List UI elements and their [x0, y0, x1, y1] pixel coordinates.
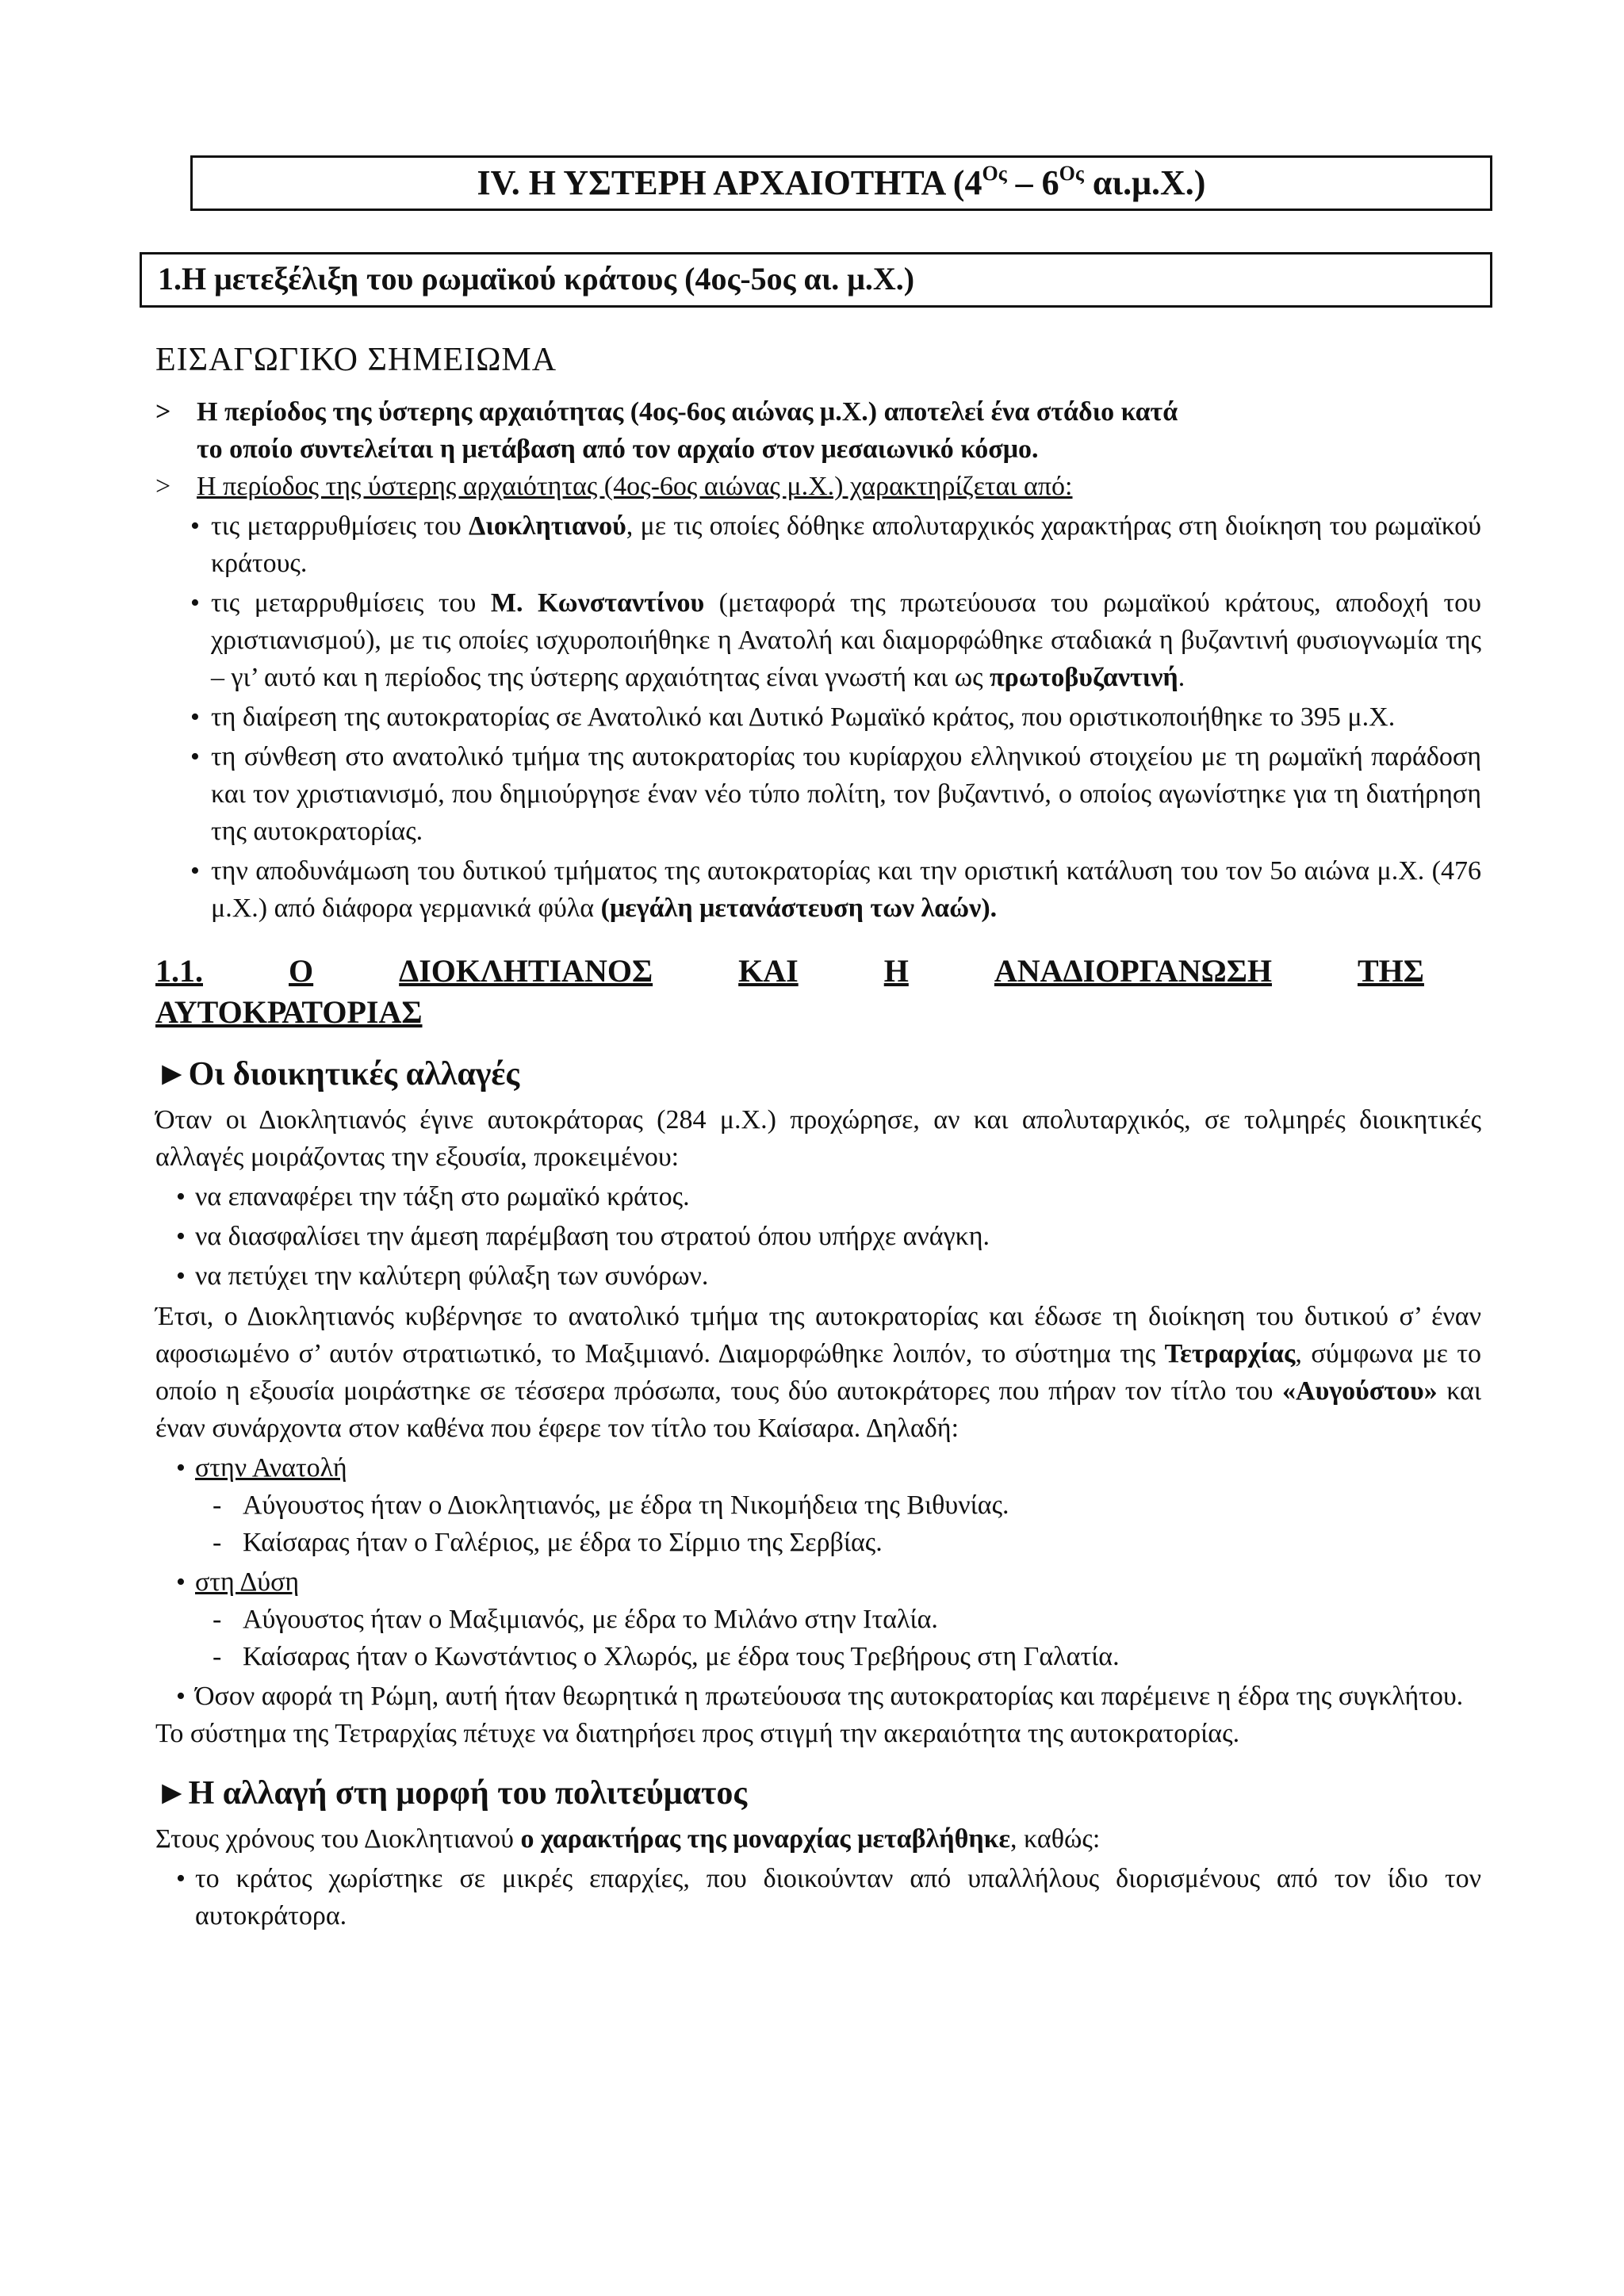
dash-icon: -	[213, 1642, 222, 1671]
bullet-icon: •	[176, 1864, 186, 1893]
section-title: 1.Η μετεξέλιξη του ρωμαϊκού κράτους (4ος-5ος αι. μ.Χ.)	[158, 261, 915, 297]
east-dash-1: - Αύγουστος ήταν ο Διοκλητιανός, με έδρα τη Νικομήδεια της Βιθυνίας.	[155, 1487, 1481, 1524]
arrow-marker-icon: >	[155, 397, 171, 427]
east-bullet: • στην Ανατολή	[155, 1449, 1481, 1487]
dash-icon: -	[213, 1605, 222, 1634]
dash-icon: -	[213, 1528, 222, 1557]
polity-heading: ►Η αλλαγή στη μορφή του πολιτεύματος	[155, 1775, 748, 1812]
admin-bullet-1: • να επαναφέρει την τάξη στο ρωμαϊκό κράτος.	[155, 1178, 1481, 1215]
admin-paragraph-3: Το σύστημα της Τετραρχίας πέτυχε να διατηρήσει προς στιγμή την ακεραιότητα της αυτοκρατορίας.	[155, 1719, 1240, 1748]
arrow-marker-icon: >	[155, 472, 171, 501]
west-dash-2: - Καίσαρας ήταν ο Κωνστάντιος ο Χλωρός, με έδρα τους Τρεβήρους στη Γαλατία.	[155, 1638, 1481, 1675]
intro-bullet-2: • τις μεταρρυθμίσεις του Μ. Κωνσταντίνου (μεταφορά της πρωτεύουσα του ρωμαϊκού κράτους, αποδοχή του χριστιανισμού), με τις οποίες ισχυροποιήθηκε η Ανατολή και διαμορφώθηκε σταδιακά η βυζαντινή φυσιογνωμία της – γι’ αυτό και η περίοδος της ύστερης αρχαιότητας είναι γνωστή και ως πρωτοβυζαντινή.	[155, 584, 1481, 696]
admin-paragraph-1: Όταν οι Διοκλητιανός έγινε αυτοκράτορας (284 μ.Χ.) προχώρησε, αν και απολυταρχικός, σε τολμηρές διοικητικές αλλαγές μοιράζοντας την εξουσία, προκειμένου:	[155, 1105, 1481, 1172]
section-1-1-heading: 1.1. Ο ΔΙΟΚΛΗΤΙΑΝΟΣ ΚΑΙ Η ΑΝΑΔΙΟΡΓΑΝΩΣΗ ΤΗΣ ΑΥΤΟΚΡΑΤΟΡΙΑΣ	[155, 953, 1424, 1030]
bullet-icon: •	[190, 702, 200, 732]
chapter-title-box	[190, 155, 1492, 211]
chapter-title: IV. Η ΥΣΤΕΡΗ ΑΡΧΑΙΟΤΗΤΑ ($4^{O\varsigma} - 6^{O\varsigma}$ αι.μ.Χ.)	[477, 162, 1206, 202]
bullet-icon: •	[176, 1453, 186, 1483]
bullet-icon: •	[176, 1222, 186, 1251]
admin-changes-heading: ►Οι διοικητικές αλλαγές	[155, 1056, 520, 1093]
polity-paragraph-1: Στους χρόνους του Διοκλητιανού ο χαρακτήρας της μοναρχίας μεταβλήθηκε, καθώς:	[155, 1824, 1101, 1854]
intro-point-1: > Η περίοδος της ύστερης αρχαιότητας (4ος-6ος αιώνας μ.Χ.) αποτελεί ένα στάδιο κατά το οποίο συντελείται η μετάβαση από τον αρχαίο στον μεσαιωνικό κόσμο.	[155, 393, 1481, 468]
intro-point-2: > Η περίοδος της ύστερης αρχαιότητας (4ος-6ος αιώνας μ.Χ.) χαρακτηρίζεται από:	[155, 468, 1481, 505]
east-dash-2: - Καίσαρας ήταν ο Γαλέριος, με έδρα το Σίρμιο της Σερβίας.	[155, 1524, 1481, 1561]
bullet-icon: •	[190, 856, 200, 886]
bullet-icon: •	[176, 1567, 186, 1597]
bullet-icon: •	[176, 1261, 186, 1291]
polity-bullet-1: • το κράτος χωρίστηκε σε μικρές επαρχίες, που διοικούνταν από υπαλλήλους διορισμένους από τον ίδιο τον αυτοκράτορα.	[155, 1860, 1481, 1934]
bullet-icon: •	[176, 1182, 186, 1211]
bullet-icon: •	[190, 742, 200, 771]
intro-heading: ΕΙΣΑΓΩΓΙΚΟ ΣΗΜΕΙΩΜΑ	[155, 342, 557, 378]
bullet-icon: •	[190, 588, 200, 618]
rome-bullet: • Όσον αφορά τη Ρώμη, αυτή ήταν θεωρητικά η πρωτεύουσα της αυτοκρατορίας και παρέμεινε η έδρα της συγκλήτου.	[155, 1678, 1481, 1715]
main-content	[155, 338, 1481, 1934]
dash-icon: -	[213, 1490, 222, 1520]
admin-bullet-2: • να διασφαλίσει την άμεση παρέμβαση του στρατού όπου υπήρχε ανάγκη.	[155, 1218, 1481, 1255]
west-bullet: • στη Δύση	[155, 1563, 1481, 1601]
intro-bullet-3: • τη διαίρεση της αυτοκρατορίας σε Ανατολικό και Δυτικό Ρωμαϊκό κράτος, που οριστικοποιήθηκε το 395 μ.Χ.	[155, 698, 1481, 736]
admin-paragraph-2: Έτσι, ο Διοκλητιανός κυβέρνησε το ανατολικό τμήμα της αυτοκρατορίας και έδωσε τη διοίκηση του δυτικού σ’ έναν αφοσιωμένο σ’ αυτόν στρατιωτικό, το Μαξιμιανό. Διαμορφώθηκε λοιπόν, το σύστημα της Τετραρχίας, σύμφωνα με το οποίο η εξουσία μοιράστηκε σε τέσσερα πρόσωπα, τους δύο αυτοκράτορες που πήραν τον τίτλο του «Αυγούστου» και έναν συνάρχοντα στον καθένα που έφερε τον τίτλο του Καίσαρα. Δηλαδή:	[155, 1302, 1482, 1443]
intro-bullet-4: • τη σύνθεση στο ανατολικό τμήμα της αυτοκρατορίας του κυρίαρχου ελληνικού στοιχείου με τη ρωμαϊκή παράδοση και τον χριστιανισμό, που δημιούργησε έναν νέο τύπο πολίτη, τον βυζαντινό, ο οποίος αγωνίστηκε για τη διατήρηση της αυτοκρατορίας.	[155, 738, 1481, 850]
west-dash-1: - Αύγουστος ήταν ο Μαξιμιανός, με έδρα το Μιλάνο στην Ιταλία.	[155, 1601, 1481, 1638]
bullet-icon: •	[190, 511, 200, 541]
intro-bullet-1: • τις μεταρρυθμίσεις του Διοκλητιανού, με τις οποίες δόθηκε απολυταρχικός χαρακτήρας στη διοίκηση του ρωμαϊκού κράτους.	[155, 507, 1481, 582]
admin-bullet-3: • να πετύχει την καλύτερη φύλαξη των συνόρων.	[155, 1257, 1481, 1295]
section-title-box	[140, 252, 1492, 308]
intro-bullet-5: • την αποδυνάμωση του δυτικού τμήματος της αυτοκρατορίας και την οριστική κατάλυση του τον 5ο αιώνα μ.Χ. (476 μ.Χ.) από διάφορα γερμανικά φύλα (μεγάλη μετανάστευση των λαών).	[155, 852, 1481, 927]
bullet-icon: •	[176, 1682, 186, 1711]
